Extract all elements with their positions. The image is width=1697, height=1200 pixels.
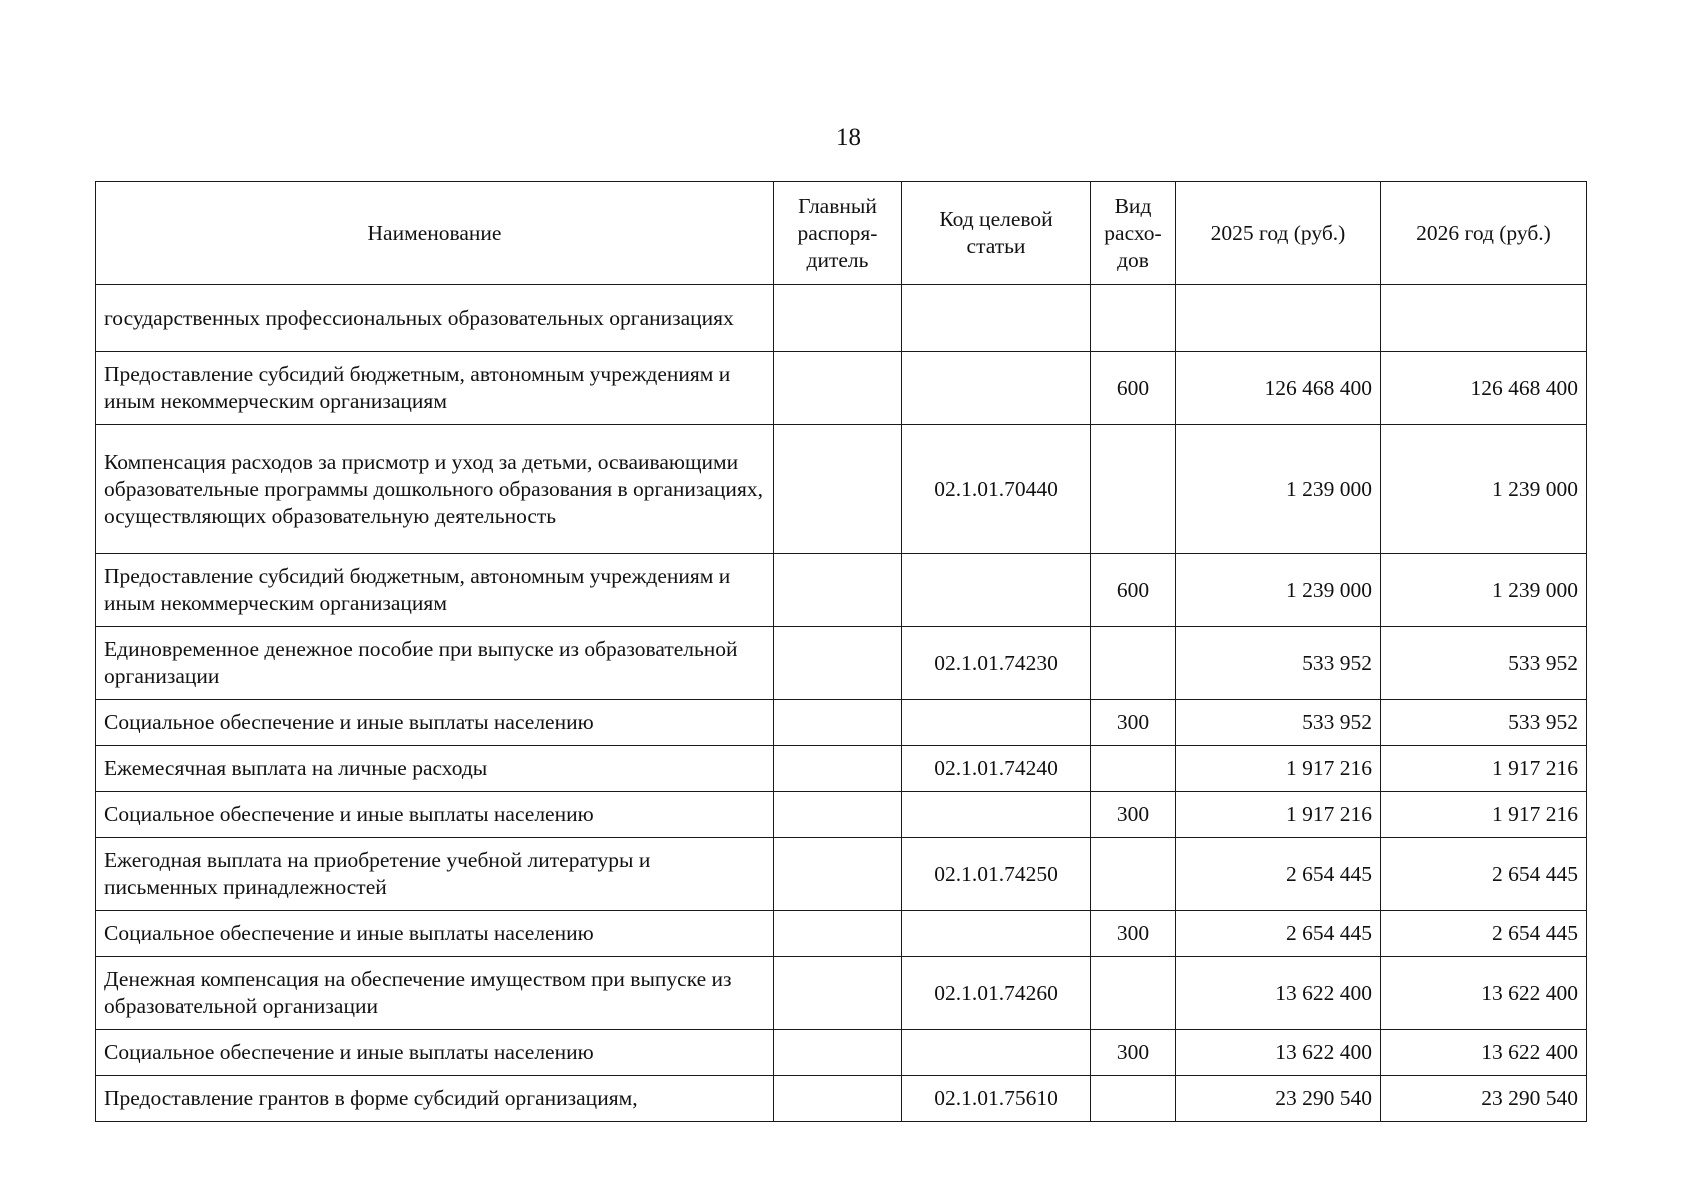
row-code	[902, 554, 1091, 627]
row-amount-2025: 533 952	[1176, 700, 1381, 746]
row-name: Предоставление грантов в форме субсидий организациям,	[96, 1076, 774, 1122]
header-year-2025: 2025 год (руб.)	[1176, 182, 1381, 285]
row-amount-2026: 23 290 540	[1381, 1076, 1587, 1122]
table-header-row	[96, 182, 1587, 285]
header-admin: Главный распоря-дитель	[774, 182, 902, 285]
row-admin	[774, 911, 902, 957]
row-amount-2025: 1 239 000	[1176, 554, 1381, 627]
row-code: 02.1.01.74250	[902, 838, 1091, 911]
row-expense-type: 300	[1091, 911, 1176, 957]
row-amount-2025: 23 290 540	[1176, 1076, 1381, 1122]
row-code	[902, 911, 1091, 957]
row-expense-type: 600	[1091, 554, 1176, 627]
row-name: Социальное обеспечение и иные выплаты населению	[96, 911, 774, 957]
table-row	[96, 746, 1587, 792]
row-expense-type	[1091, 838, 1176, 911]
row-amount-2026: 1 917 216	[1381, 746, 1587, 792]
row-amount-2026: 1 917 216	[1381, 792, 1587, 838]
row-name: Социальное обеспечение и иные выплаты населению	[96, 792, 774, 838]
row-amount-2025	[1176, 285, 1381, 352]
table-row	[96, 792, 1587, 838]
page-number: 18	[836, 124, 861, 151]
header-year-2026: 2026 год (руб.)	[1381, 182, 1587, 285]
row-expense-type: 300	[1091, 792, 1176, 838]
row-amount-2025: 533 952	[1176, 627, 1381, 700]
row-amount-2026: 2 654 445	[1381, 838, 1587, 911]
row-amount-2025: 1 917 216	[1176, 746, 1381, 792]
row-amount-2025: 2 654 445	[1176, 838, 1381, 911]
row-amount-2025: 1 917 216	[1176, 792, 1381, 838]
row-expense-type: 300	[1091, 700, 1176, 746]
table-row	[96, 285, 1587, 352]
row-amount-2025: 126 468 400	[1176, 352, 1381, 425]
row-code	[902, 352, 1091, 425]
row-admin	[774, 627, 902, 700]
row-amount-2025: 2 654 445	[1176, 911, 1381, 957]
row-name: Социальное обеспечение и иные выплаты населению	[96, 700, 774, 746]
row-name: государственных профессиональных образовательных организациях	[96, 285, 774, 352]
row-expense-type	[1091, 627, 1176, 700]
row-name: Единовременное денежное пособие при выпуске из образовательной организации	[96, 627, 774, 700]
row-expense-type	[1091, 957, 1176, 1030]
row-amount-2025: 13 622 400	[1176, 957, 1381, 1030]
row-amount-2026	[1381, 285, 1587, 352]
row-code: 02.1.01.74260	[902, 957, 1091, 1030]
header-code: Код целевой статьи	[902, 182, 1091, 285]
row-name: Социальное обеспечение и иные выплаты населению	[96, 1030, 774, 1076]
table-row	[96, 1030, 1587, 1076]
row-admin	[774, 957, 902, 1030]
row-amount-2026: 533 952	[1381, 700, 1587, 746]
row-expense-type	[1091, 746, 1176, 792]
row-name: Предоставление субсидий бюджетным, автономным учреждениям и иным некоммерческим организациям	[96, 554, 774, 627]
row-admin	[774, 700, 902, 746]
row-amount-2026: 1 239 000	[1381, 425, 1587, 554]
row-code	[902, 792, 1091, 838]
row-amount-2026: 13 622 400	[1381, 1030, 1587, 1076]
table-row	[96, 838, 1587, 911]
row-code: 02.1.01.70440	[902, 425, 1091, 554]
row-expense-type: 600	[1091, 352, 1176, 425]
table-row	[96, 911, 1587, 957]
budget-table	[95, 181, 1587, 1122]
row-name: Предоставление субсидий бюджетным, автономным учреждениям и иным некоммерческим организациям	[96, 352, 774, 425]
row-admin	[774, 746, 902, 792]
row-name: Ежегодная выплата на приобретение учебной литературы и письменных принадлежностей	[96, 838, 774, 911]
row-admin	[774, 352, 902, 425]
row-name: Компенсация расходов за присмотр и уход за детьми, осваивающими образовательные программы дошкольного образования в организациях, осуществляющих образовательную деятельность	[96, 425, 774, 554]
row-admin	[774, 425, 902, 554]
row-name: Денежная компенсация на обеспечение имуществом при выпуске из образовательной организации	[96, 957, 774, 1030]
row-code	[902, 285, 1091, 352]
row-code: 02.1.01.74230	[902, 627, 1091, 700]
row-expense-type	[1091, 425, 1176, 554]
row-amount-2026: 126 468 400	[1381, 352, 1587, 425]
row-amount-2026: 13 622 400	[1381, 957, 1587, 1030]
row-expense-type	[1091, 1076, 1176, 1122]
row-expense-type	[1091, 285, 1176, 352]
table-row	[96, 425, 1587, 554]
row-admin	[774, 285, 902, 352]
table-row	[96, 700, 1587, 746]
row-admin	[774, 1030, 902, 1076]
row-amount-2025: 1 239 000	[1176, 425, 1381, 554]
row-amount-2026: 2 654 445	[1381, 911, 1587, 957]
row-code: 02.1.01.74240	[902, 746, 1091, 792]
row-expense-type: 300	[1091, 1030, 1176, 1076]
row-admin	[774, 554, 902, 627]
table-row	[96, 957, 1587, 1030]
table-row	[96, 627, 1587, 700]
row-amount-2026: 1 239 000	[1381, 554, 1587, 627]
header-name: Наименование	[96, 182, 774, 285]
row-admin	[774, 838, 902, 911]
row-code	[902, 1030, 1091, 1076]
header-expense-type: Вид расхо-дов	[1091, 182, 1176, 285]
row-name: Ежемесячная выплата на личные расходы	[96, 746, 774, 792]
row-code	[902, 700, 1091, 746]
table-row	[96, 1076, 1587, 1122]
row-amount-2025: 13 622 400	[1176, 1030, 1381, 1076]
table-row	[96, 554, 1587, 627]
row-admin	[774, 792, 902, 838]
row-amount-2026: 533 952	[1381, 627, 1587, 700]
table-row	[96, 352, 1587, 425]
row-code: 02.1.01.75610	[902, 1076, 1091, 1122]
row-admin	[774, 1076, 902, 1122]
